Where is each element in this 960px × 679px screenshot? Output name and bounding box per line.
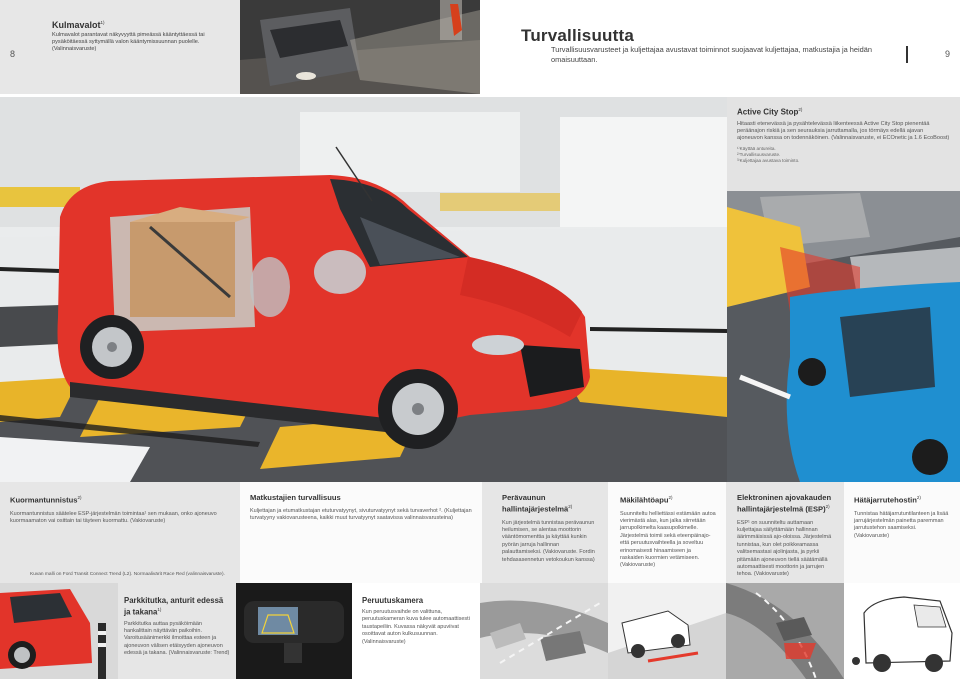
cornering-lights-body: Kulmavalot parantavat näkyvyyttä pimeässä kääntyttäessä tai pysäköitäessä syttymällä valon kääntymissuunnan puolelle. (Valinnaisvaruste) (52, 32, 205, 53)
reverse-camera-body: Kun peruutusvaihde on valittuna, peruutuskameran kuva tulee automaattisesti taustapeiliin. Kuvassa näkyvät apuviivat osoittavat auton kulkusuunnan. (Valinnaisvaruste) (362, 609, 470, 645)
parking-sensors-title (124, 596, 230, 617)
feature-title (10, 493, 230, 505)
image-caption: Kuvan malli on Ford Transit Connect Trend (L2). Normaalivärit Race Red (valinnaisvaruste). (30, 572, 225, 577)
emergency-brake-van-illustration (844, 583, 960, 679)
reverse-camera-panel (352, 583, 480, 679)
parking-sensors-sup: 1) (157, 607, 162, 612)
feature-title (250, 493, 472, 502)
feature-body: ESP¹ on suunniteltu auttamaan kuljettajaa säilyttämään hallinnan äärimmäisissä ajo-oloissa. Järjestelmä tunnistaa, kun olet poikkeamassa valitsemastasi ajolinjasta, ja pyrkii pitämään ajoneuvon tiellä säätämällä automaattisesti moottorin ja jarrujen tehoa. (Vakiovaruste) (737, 519, 832, 578)
feature-sup: 2) (825, 504, 830, 509)
feature-esp (726, 482, 844, 583)
feature-title (737, 493, 834, 514)
feature-trailer-control (482, 482, 608, 583)
footnote: ³⁾Kuljettajaa avustava toiminto. (737, 157, 800, 163)
parking-sensors-title-text: Parkkitutka, anturit edessä ja takana (124, 596, 224, 617)
feature-body: Kun järjestelmä tunnistaa perävaunun heilumisen, se alentaa moottorin vääntömomenttia ja käyttää kunkin pyörän jarruja hallinnan palauttamiseksi. (Vakiovaruste. Ford​in tehdasasennetun vetokoukun kanssa) (502, 519, 595, 563)
emergency-brake-diagram (844, 583, 960, 679)
night-headlights-illustration (240, 0, 480, 94)
page-number-left: 8 (10, 49, 16, 59)
feature-sup: 2) (916, 495, 921, 500)
feature-title-text: Elektroninen ajovakauden hallintajärjestelmä (ESP) (737, 493, 832, 514)
feature-body: Kuormantunnistus säätelee ESP-järjestelmän toimintaa¹ sen mukaan, onko ajoneuvo kuormaamaton vai osittain tai täyteen kuormattu. (Vakiovaruste) (10, 510, 217, 524)
feature-sup: 2) (77, 495, 82, 500)
hill-start-illustration (608, 583, 726, 679)
rear-sensors-photo (0, 583, 118, 679)
trailer-sway-diagram (480, 583, 608, 679)
feature-title (620, 493, 716, 505)
active-city-stop-title (737, 107, 950, 117)
feature-body: Suunniteltu helliettässi estämään autoa vierimästä alas, kun jalka siirretään jarrupolkimelta kaasupolkimelle. Järjestelmä toimii sekä eteenpäinajo- että peruutusvaihteella ja soveltuu erinomaisesti hinaamiseen ja raskaiden kuormien vetämiseen. (Vakiovaruste) (620, 510, 716, 569)
feature-hill-start-assist (608, 482, 726, 583)
feature-title-text: Matkustajien turvallisuus (250, 493, 341, 502)
feature-title-text: Hätäjarrutehostin (854, 495, 917, 505)
esp-illustration (726, 583, 844, 679)
esp-diagram (726, 583, 844, 679)
page-title: Turvallisuutta (521, 26, 635, 45)
feature-title-text: Perävaunun hallintajärjestelmä (502, 493, 569, 514)
feature-body: Tunnistaa hätäjarrutuntilanteen ja lisää jarrujärjestelmän painetta paremman jarrutustehon saamiseksi. (Vakiovaruste) (854, 510, 949, 539)
cornering-lights-sup: 1) (100, 20, 105, 25)
page-intro: Turvallisuusvarusteet ja kuljettajaa avustavat toiminnot suojaavat kuljettajaa, matkustajia ja heidän omaisuuttaan. (551, 45, 872, 64)
reverse-camera-title: Peruutuskamera (362, 596, 424, 605)
title-divider (906, 46, 908, 63)
feature-title (854, 493, 950, 505)
feature-title (502, 493, 598, 514)
cornering-lights-title-text: Kulmavalot (52, 20, 101, 30)
footnote: ²⁾Turvallisuusvaruste. (737, 151, 781, 157)
feature-body: Kuljettajan ja etumatkustajan etuturvatyynyt, sivuturvatyynyt sekä turvaverhot ². (Kuljettajan turvatyyny vakiovarusteena, kaikki muut turvatyynyt saatavissa valinnaisvarusteina) (250, 508, 472, 522)
active-city-stop-panel (727, 97, 960, 191)
night-headlights-photo (240, 0, 480, 94)
footnote: ¹⁾Käyttää antureita. (737, 145, 776, 151)
red-van-rear-illustration (0, 583, 118, 679)
feature-sup: 2) (568, 504, 573, 509)
feature-title-text: Kuormantunnistus (10, 495, 78, 505)
feature-sup: 2) (668, 495, 673, 500)
rearview-camera-photo (236, 583, 352, 679)
hill-start-diagram (608, 583, 726, 679)
rearview-mirror-display-illustration (236, 583, 352, 679)
parking-sensors-body: Parkkitutka auttaa pysäköimään hankalittain näyttävän paikoihin. Varoitusäänimerkki ilmoittaa esteen ja ajoneuvon välisen etäisyyden ajoneuvon edessä ja takana. (Valinnaisvaruste: Trend) (124, 620, 230, 657)
hero-image (0, 97, 960, 482)
active-city-stop-sup: 2) (798, 107, 803, 112)
active-city-stop-body: Hitaasti etenevässä ja pysähtelevässä liikenteessä Active City Stop pienentää peräänajon riskiä ja sen seurauksia jarruttamalla, jos törmäys edellä ajavan ajoneuvon kanssa on todennäköinen. (Valinnaisvaruste, ei ECOnetic ja 1.6 EcoBoost) (737, 120, 950, 141)
feature-passenger-safety (240, 482, 482, 583)
feature-load-detection (0, 482, 240, 583)
feature-emergency-brake-assist (844, 482, 960, 583)
parking-sensors-panel (118, 583, 236, 679)
feature-title-text: Mäkilähtöapu (620, 495, 669, 505)
cornering-lights-title (52, 20, 105, 30)
active-city-stop-title-text: Active City Stop (737, 107, 799, 117)
trailer-sway-illustration (480, 583, 608, 679)
page-number-right: 9 (944, 49, 950, 59)
